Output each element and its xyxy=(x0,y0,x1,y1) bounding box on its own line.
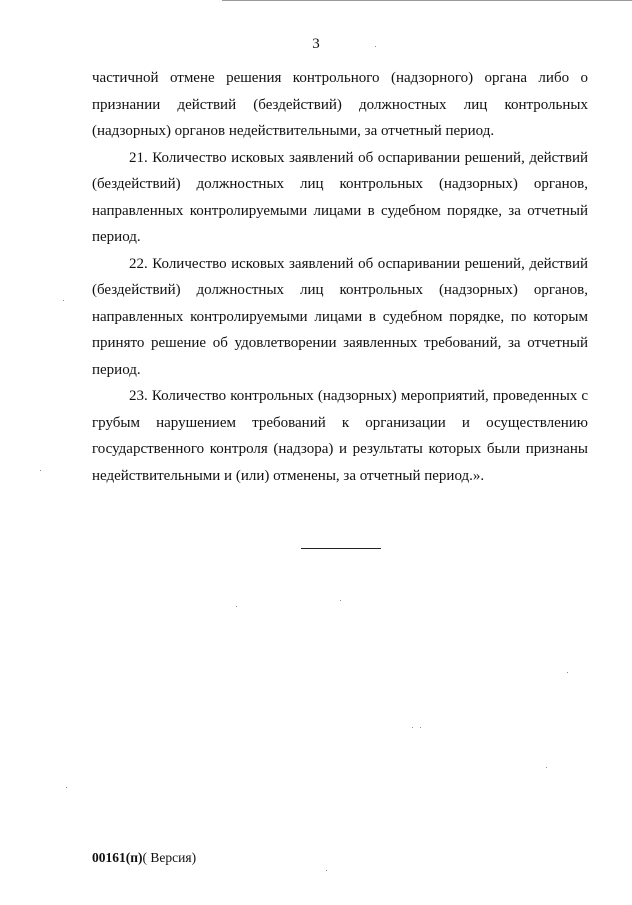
scan-speck xyxy=(236,606,237,607)
scan-speck xyxy=(420,727,421,728)
scan-speck xyxy=(375,46,376,47)
scan-speck xyxy=(326,870,327,871)
scan-speck xyxy=(546,767,547,768)
paragraph-continuation: частичной отмене решения контрольного (надзорного) органа либо о признании действий (бездействий) должностных лиц контрольных (надзорных) органов недействительными, за отчетный период. xyxy=(92,70,588,139)
document-version-label: ( Версия) xyxy=(142,850,197,865)
scan-speck xyxy=(63,300,64,301)
paragraph-item-23: 23. Количество контрольных (надзорных) мероприятий, проведенных с грубым нарушением требований к организации и осуществлению государственного контроля (надзора) и результаты которых были признаны недействительными и (или) отменены, за отчетный период.». xyxy=(92,388,588,484)
scan-speck xyxy=(40,470,41,471)
scan-speck xyxy=(567,672,568,673)
scan-speck xyxy=(340,600,341,601)
document-code: 00161(п) xyxy=(92,850,143,865)
paragraph-item-21: 21. Количество исковых заявлений об оспаривании решений, действий (бездействий) должностных лиц контрольных (надзорных) органов, направленных контролируемыми лицами в судебном порядке, за отчетный период. xyxy=(92,149,588,245)
end-separator-line xyxy=(301,548,381,549)
document-footer xyxy=(92,850,196,866)
page-number: 3 xyxy=(312,36,320,52)
scan-speck xyxy=(412,727,413,728)
scan-top-edge-line xyxy=(222,0,632,1)
document-body xyxy=(92,65,588,489)
scan-speck xyxy=(66,787,67,788)
paragraph-item-22: 22. Количество исковых заявлений об оспаривании решений, действий (бездействий) должностных лиц контрольных (надзорных) органов, направленных контролируемыми лицами в судебном порядке, по которым принято решение об удовлетворении заявленных требований, за отчетный период. xyxy=(92,255,588,378)
